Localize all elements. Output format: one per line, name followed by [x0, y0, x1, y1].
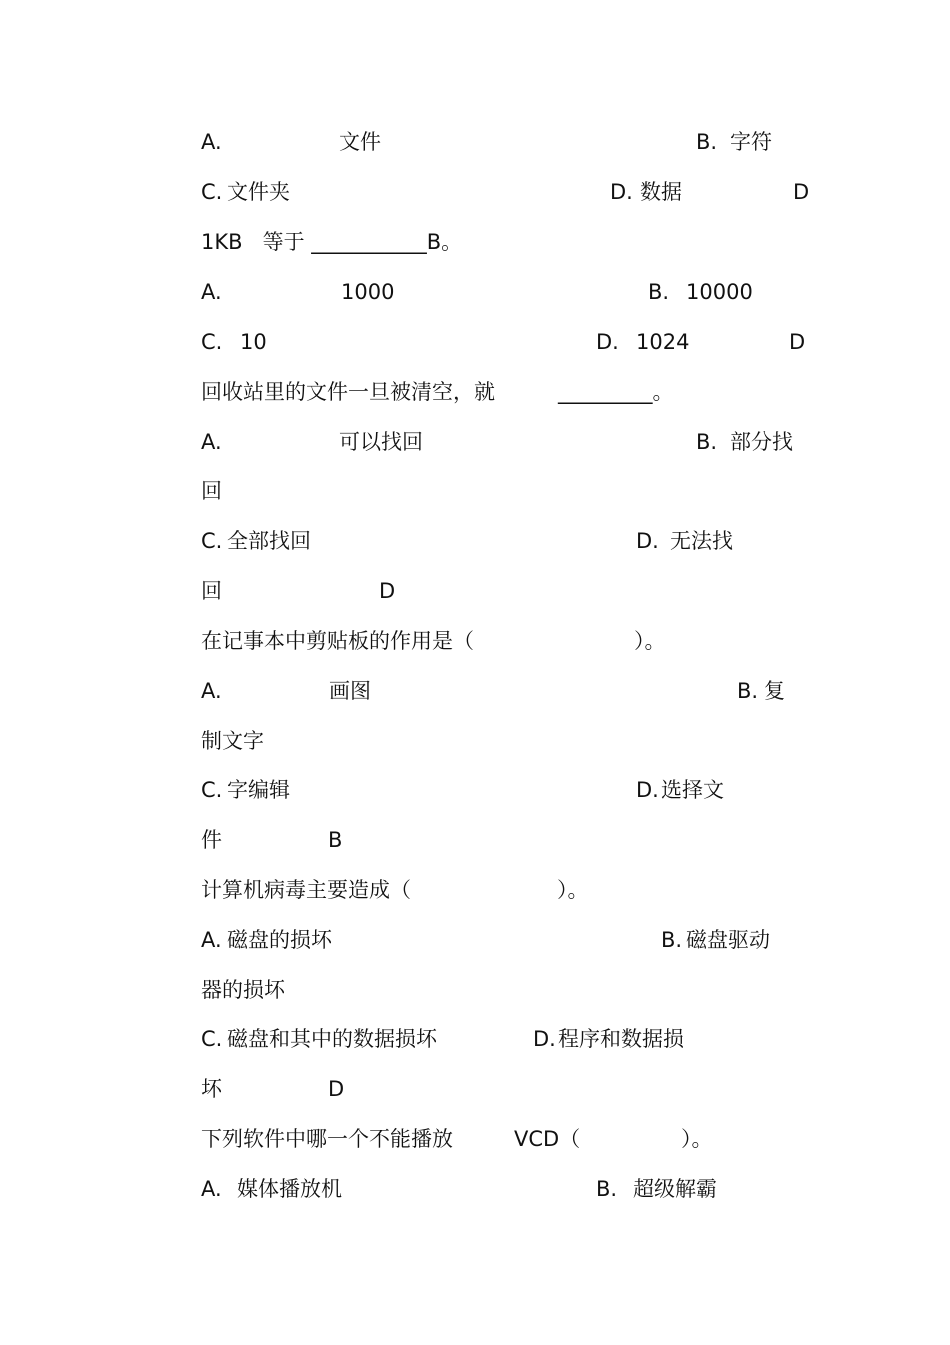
option-c-text: 磁盘和其中的数据损坏	[227, 1027, 437, 1051]
option-line	[0, 178, 950, 218]
option-a-text: 1000	[341, 280, 395, 304]
question-line	[0, 228, 950, 268]
continuation-line	[0, 477, 950, 517]
option-a-letter: A.	[201, 1177, 222, 1201]
answer-key: D	[789, 330, 806, 354]
option-line	[0, 527, 950, 567]
option-c-letter: C.	[201, 330, 223, 354]
option-b-text: 部分找	[730, 430, 793, 454]
option-line	[0, 128, 950, 168]
option-d-letter: D.	[610, 180, 633, 204]
option-c-letter: C.	[201, 529, 223, 553]
option-c-letter: C.	[201, 778, 223, 802]
option-b-letter: B.	[696, 430, 718, 454]
option-d-letter: D.	[636, 529, 659, 553]
option-line	[0, 1025, 950, 1065]
option-c-text: 全部找回	[227, 529, 311, 553]
answer-key: D	[379, 579, 396, 603]
option-a-text: 画图	[329, 679, 371, 703]
continuation-text: 坏	[201, 1077, 222, 1101]
continuation-line	[0, 826, 950, 866]
question-stem-part2: VCD（	[514, 1127, 581, 1151]
option-d-text: 程序和数据损	[558, 1027, 684, 1051]
question-line	[0, 627, 950, 667]
continuation-line	[0, 1075, 950, 1115]
option-b-text: 超级解霸	[633, 1177, 717, 1201]
option-line	[0, 776, 950, 816]
option-c-text: 字编辑	[227, 778, 290, 802]
option-b-text: 磁盘驱动	[686, 928, 770, 952]
option-c-letter: C.	[201, 180, 223, 204]
option-d-letter: D.	[533, 1027, 556, 1051]
option-line	[0, 428, 950, 468]
option-d-letter: D.	[596, 330, 619, 354]
option-b-text: 字符	[730, 130, 772, 154]
continuation-line	[0, 976, 950, 1016]
continuation-text: 回	[201, 579, 222, 603]
option-a-letter: A.	[201, 928, 222, 952]
option-d-letter: D.	[636, 778, 659, 802]
answer-key: B	[328, 828, 343, 852]
option-b-text: 10000	[686, 280, 753, 304]
option-b-letter: B.	[596, 1177, 618, 1201]
option-line	[0, 1175, 950, 1215]
continuation-text: 制文字	[201, 729, 264, 753]
option-a-text: 磁盘的损坏	[227, 928, 332, 952]
option-a-letter: A.	[201, 679, 222, 703]
question-stem: 在记事本中剪贴板的作用是（	[201, 629, 474, 653]
option-d-text: 数据	[640, 180, 682, 204]
option-b-letter: B.	[648, 280, 670, 304]
question-line	[0, 378, 950, 418]
option-line	[0, 278, 950, 318]
option-a-letter: A.	[201, 130, 222, 154]
question-close: ）。	[681, 1127, 713, 1151]
continuation-line	[0, 577, 950, 617]
continuation-line	[0, 727, 950, 767]
option-b-letter: B.	[696, 130, 718, 154]
question-stem: 下列软件中哪一个不能播放	[201, 1127, 453, 1151]
question-stem: 1KB 等于 ___________B。	[201, 230, 463, 254]
option-b-letter: B.	[661, 928, 683, 952]
question-line	[0, 1125, 950, 1165]
option-c-letter: C.	[201, 1027, 223, 1051]
option-a-letter: A.	[201, 430, 222, 454]
option-a-text: 文件	[339, 130, 381, 154]
option-d-text: 1024	[636, 330, 690, 354]
answer-key: D	[328, 1077, 345, 1101]
option-line	[0, 926, 950, 966]
option-d-text: 选择文	[661, 778, 724, 802]
option-b-text: 复	[764, 679, 785, 703]
option-line	[0, 677, 950, 717]
question-stem: 回收站里的文件一旦被清空，就	[201, 380, 495, 404]
answer-key: D	[793, 180, 810, 204]
option-c-text: 10	[240, 330, 267, 354]
question-line	[0, 876, 950, 916]
continuation-text: 回	[201, 479, 222, 503]
option-b-letter: B.	[737, 679, 759, 703]
option-a-text: 可以找回	[339, 430, 423, 454]
option-c-text: 文件夹	[227, 180, 290, 204]
question-close: ）。	[557, 878, 589, 902]
question-close: ）。	[634, 629, 666, 653]
option-a-text: 媒体播放机	[237, 1177, 342, 1201]
option-line	[0, 328, 950, 368]
continuation-text: 器的损坏	[201, 978, 285, 1002]
option-a-letter: A.	[201, 280, 222, 304]
continuation-text: 件	[201, 828, 222, 852]
option-d-text: 无法找	[670, 529, 733, 553]
answer-blank: _________。	[558, 380, 674, 404]
question-stem: 计算机病毒主要造成（	[201, 878, 411, 902]
